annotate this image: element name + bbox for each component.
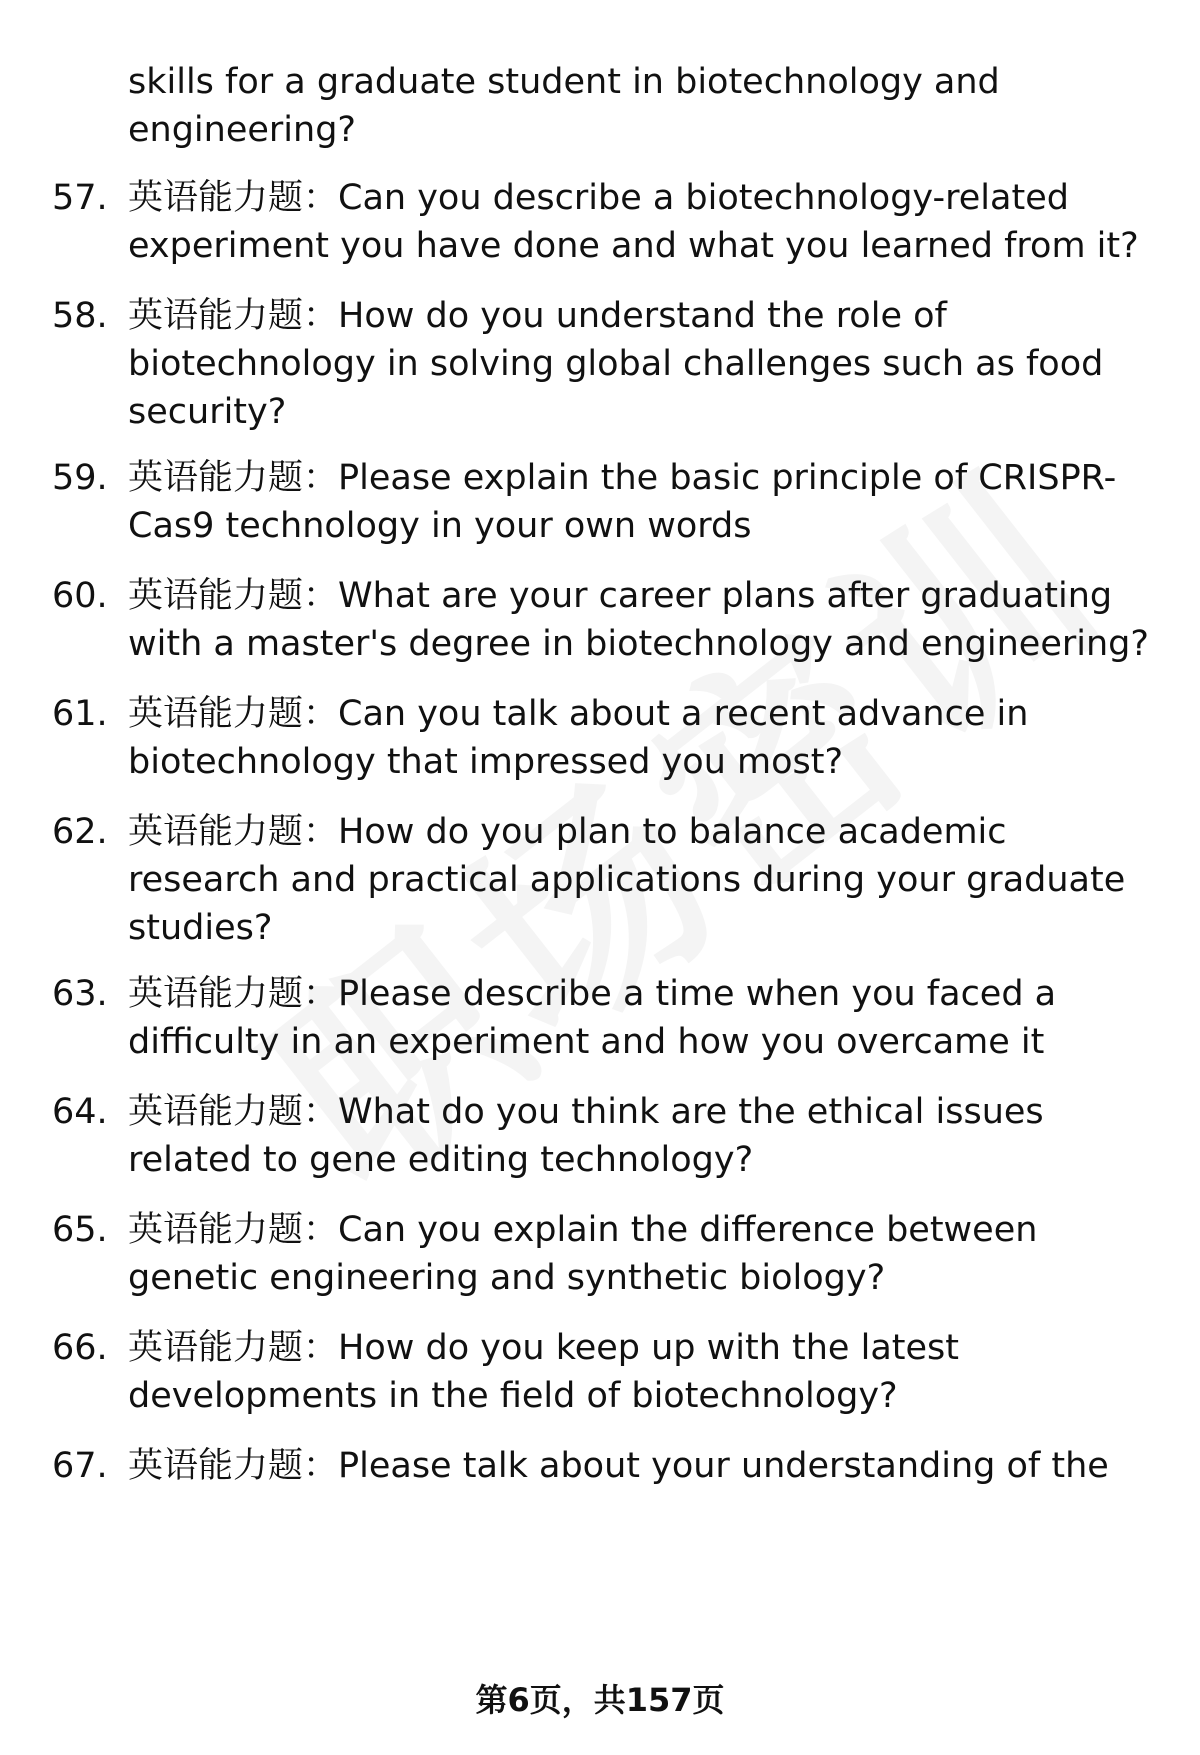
question-number: 67. (52, 1446, 108, 1486)
question-number: 57. (52, 178, 108, 218)
question-text: How do you plan to balance academic research and practical applications during your graduate studies? (128, 812, 1126, 948)
question-text: What do you think are the ethical issues related to gene editing technology? (128, 1092, 1044, 1180)
question-body (128, 808, 1168, 952)
question-text: How do you keep up with the latest developments in the field of biotechnology? (128, 1328, 959, 1416)
question-number: 65. (52, 1210, 108, 1250)
question-body (128, 454, 1168, 550)
question-prefix: 英语能力题： (128, 576, 339, 616)
question-prefix: 英语能力题： (128, 1092, 339, 1132)
question-body (128, 292, 1168, 436)
question-prefix: 英语能力题： (128, 296, 339, 336)
question-text: Please describe a time when you faced a difficulty in an experiment and how you overcame it (128, 974, 1057, 1062)
question-text: Can you explain the difference between genetic engineering and synthetic biology? (128, 1210, 1038, 1298)
question-number: 58. (52, 296, 108, 336)
question-text: What are your career plans after graduating with a master's degree in biotechnology and engineering? (128, 576, 1149, 664)
page-footer: 第6页，共157页 (475, 1681, 725, 1719)
question-body (128, 1324, 1168, 1420)
question-number: 60. (52, 576, 108, 616)
question-body (128, 572, 1168, 668)
question-body (128, 1442, 1168, 1490)
question-body (128, 690, 1168, 786)
question-prefix: 英语能力题： (128, 1210, 339, 1250)
question-text: Please explain the basic principle of CRISPR-Cas9 technology in your own words (128, 458, 1117, 546)
question-number: 66. (52, 1328, 108, 1368)
question-prefix: 英语能力题： (128, 1446, 339, 1486)
question-number: 61. (52, 694, 108, 734)
question-prefix: 英语能力题： (128, 1328, 339, 1368)
question-body (128, 1088, 1168, 1184)
question-text: How do you understand the role of biotechnology in solving global challenges such as food security? (128, 296, 1104, 432)
continued-question-text: skills for a graduate student in biotechnology and engineering? (128, 62, 1000, 150)
question-prefix: 英语能力题： (128, 974, 339, 1014)
question-text: Can you talk about a recent advance in biotechnology that impressed you most? (128, 694, 1029, 782)
question-body (128, 1206, 1168, 1302)
question-number: 62. (52, 812, 108, 852)
question-text: Please talk about your understanding of the (338, 1446, 1109, 1486)
question-prefix: 英语能力题： (128, 694, 339, 734)
question-number: 63. (52, 974, 108, 1014)
question-prefix: 英语能力题： (128, 178, 339, 218)
question-prefix: 英语能力题： (128, 812, 339, 852)
question-text: Can you describe a biotechnology-related experiment you have done and what you learned from it? (128, 178, 1139, 266)
question-number: 64. (52, 1092, 108, 1132)
question-prefix: 英语能力题： (128, 458, 339, 498)
question-number: 59. (52, 458, 108, 498)
question-body (128, 970, 1168, 1066)
question-body (128, 174, 1168, 270)
